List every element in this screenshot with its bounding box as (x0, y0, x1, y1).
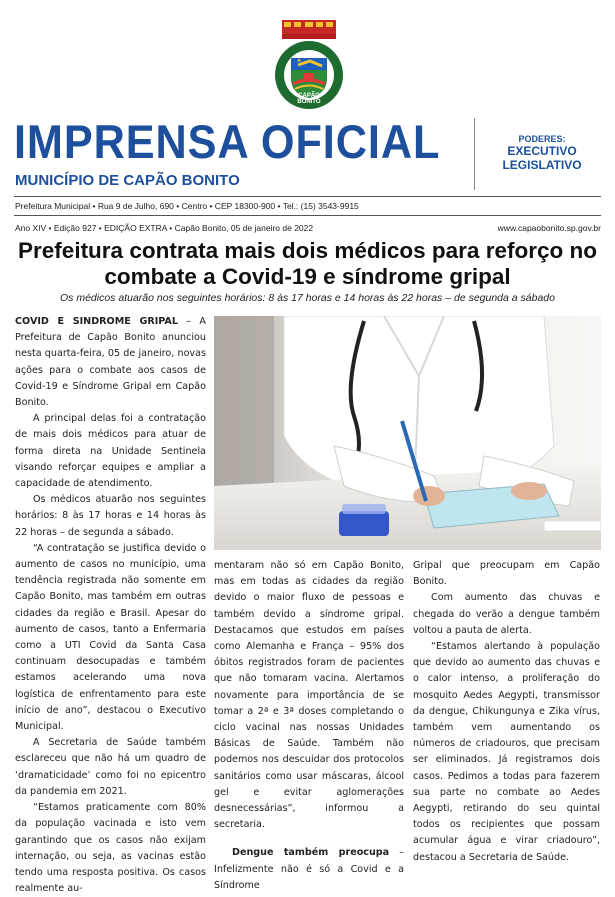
address-line: Prefeitura Municipal • Rua 9 de Julho, 690 • Centro • CEP 18300-900 • Tel.: (15) 3543-9915 (15, 201, 359, 211)
paragraph: COVID E SINDROME GRIPAL – A Prefeitura de Capão Bonito anunciou nesta quarta-feira, 05 de janeiro, novas ações para o combate aos casos de Covid-19 e Síndrome Gripal em Capão Bonito. (15, 316, 206, 409)
paragraph: Com aumento das chuvas e chegada do verão a dengue também voltou a pauta de alerta. (413, 592, 600, 636)
paragraph: A Secretaria de Saúde também esclareceu que não há um quadro de ‘dramaticidade’ como foi no epicentro da pandemia em 2021. (15, 737, 206, 797)
paragraph: A principal delas foi a contratação de mais dois médicos para atuar de forma direta na Unidade Sentinela visando reforçar equipes e ampliar a capacidade de atendimento. (15, 413, 206, 490)
municipal-crest (264, 18, 354, 113)
powers-label: PODERES: (518, 134, 566, 144)
masthead-divider (474, 118, 475, 190)
paragraph: Os médicos atuarão nos seguintes horários: 8 às 17 horas e 14 horas às 22 horas – de segunda a sábado. (15, 494, 206, 538)
paragraph: “Estamos alertando à população que devido ao aumento das chuvas e o calor intenso, a proliferação do mosquito Aedes Aegypti, transmissor da dengue, Chikungunya e Zika vírus, também vem aumentando os números de criadouros, que precisam ser eliminados. Já registramos dois casos. Pedimos a todas para fazerem sua parte no combate ao Aedes Aegypti, retirando do seu quintal todos os recipientes que possam acumular água e virar criadouro”, destacou a Secretaria de Saúde. (413, 641, 600, 863)
article-column-1 (15, 314, 206, 897)
article-headline: Prefeitura contrata mais dois médicos para reforço no combate a Covid-19 e síndrome gripal (18, 238, 597, 289)
article-column-3 (413, 558, 600, 866)
article-column-2 (214, 558, 404, 894)
publication-title: IMPRENSA OFICIAL (14, 115, 441, 168)
article-kicker: COVID E SINDROME GRIPAL (15, 316, 178, 327)
powers-box (482, 134, 602, 172)
subhead-dengue: Dengue também preocupa (232, 847, 390, 859)
article-deck: Os médicos atuarão nos seguintes horários: 8 às 17 horas e 14 horas às 22 horas – de segunda a sábado (60, 292, 555, 304)
paragraph: Gripal que preocupam em Capão Bonito. (413, 560, 600, 588)
crest-text: CAPÃO BONITO (297, 93, 321, 105)
publication-subtitle: MUNICÍPIO DE CAPÃO BONITO (15, 172, 240, 189)
website-link[interactable]: www.capaobonito.sp.gov.br (497, 223, 601, 233)
paragraph: “A contratação se justifica devido o aumento de casos no município, uma tendência registrada não somente em Capão Bonito, mas também em outras cidades da região e Brasil. Apesar do aumento de casos, tanto a Enfermaria como a UTI Covid da Santa Casa continuam desocupadas e também estamos acelerando uma nova logística de enfrentamento para este início de ano”, destacou o Executivo Municipal. (15, 542, 206, 733)
paragraph: Dengue também preocupa – Infelizmente não é só a Covid e a Síndrome (214, 847, 404, 891)
edition-line: Ano XIV • Edição 927 • EDIÇÃO EXTRA • Capão Bonito, 05 de janeiro de 2022 (15, 223, 314, 233)
paragraph: “Estamos praticamente com 80% da população vacinada e isto vem garantindo que os casos não exijam internação, ou seja, as vacinas estão tendo uma resposta positiva. Os casos realmente au- (15, 802, 206, 895)
middle-rule (14, 215, 601, 216)
power-executivo: EXECUTIVO (507, 144, 577, 158)
top-rule (14, 196, 601, 197)
power-legislativo: LEGISLATIVO (502, 158, 582, 172)
paragraph: mentaram não só em Capão Bonito, mas em todas as cidades da região devido o maior fluxo de pessoas e também devido a síndrome gripal. Destacamos que estudos em países como Alemanha e França – 95% dos óbitos registrados foram de pacientes que não tomaram vacina. Alertamos novamente para importância de se tomar a 2ª e 3ª doses completando o ciclo vacinal nas nossas Unidades Básicas de Saúde. Também não podemos nos descuidar dos protocolos sanitários como usar máscaras, álcool gel e evitar aglomerações desnecessárias”, informou a secretaria. (214, 560, 404, 831)
article-photo (214, 316, 601, 550)
